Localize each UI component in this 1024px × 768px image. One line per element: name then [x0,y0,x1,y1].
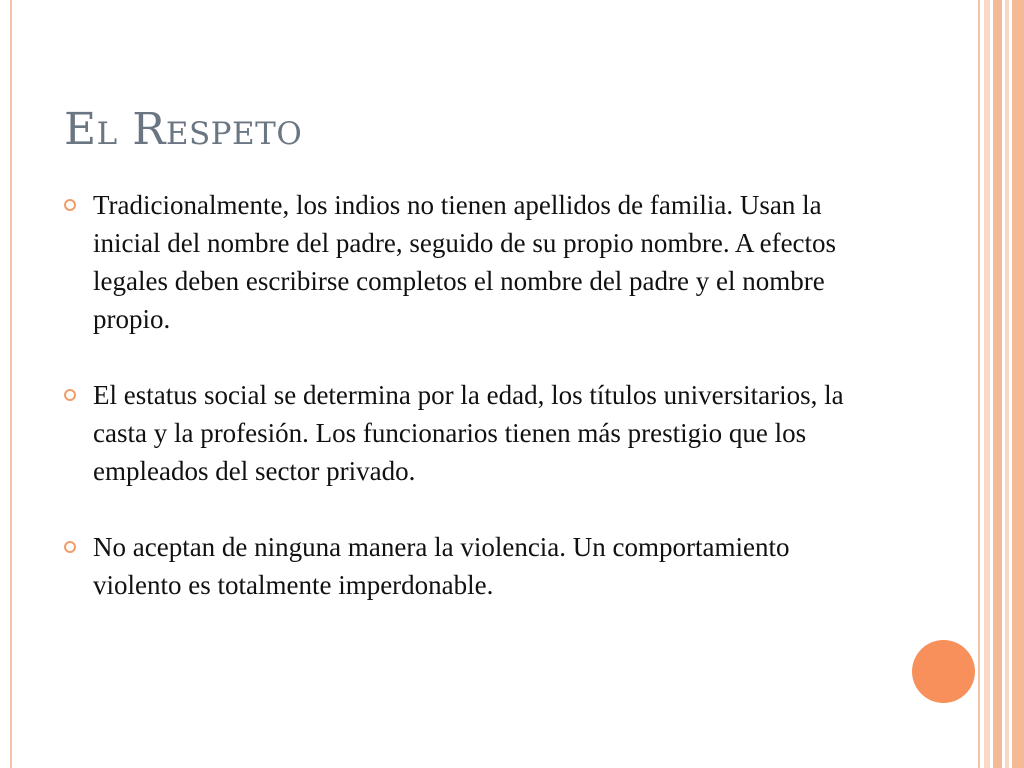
right-stripe [984,0,990,768]
bullet-text: No aceptan de ninguna manera la violencia. Un comportamiento violento es totalmente imperdonable. [93,532,790,600]
bullet-text: Tradicionalmente, los indios no tienen apellidos de familia. Usan la inicial del nombre del padre, seguido de su propio nombre. A efectos legales deben escribirse completos el nombre del padre y el nombre propio. [93,190,837,334]
right-stripe [978,0,980,768]
slide-title: El Respeto [64,104,303,155]
bullet-list [64,186,874,604]
right-stripe [993,0,1002,768]
bullet-item [64,528,874,604]
bullet-text: El estatus social se determina por la edad, los títulos universitarios, la casta y la profesión. Los funcionarios tienen más prestigio que los empleados del sector privado. [93,380,844,486]
decorative-circle [912,640,975,703]
circle-bullet-icon [64,389,76,401]
right-stripe [1012,0,1024,768]
circle-bullet-icon [64,199,76,211]
bullet-item [64,376,874,490]
bullet-item [64,186,874,338]
right-stripe [1005,0,1009,768]
circle-bullet-icon [64,541,76,553]
left-border-line [10,0,12,768]
